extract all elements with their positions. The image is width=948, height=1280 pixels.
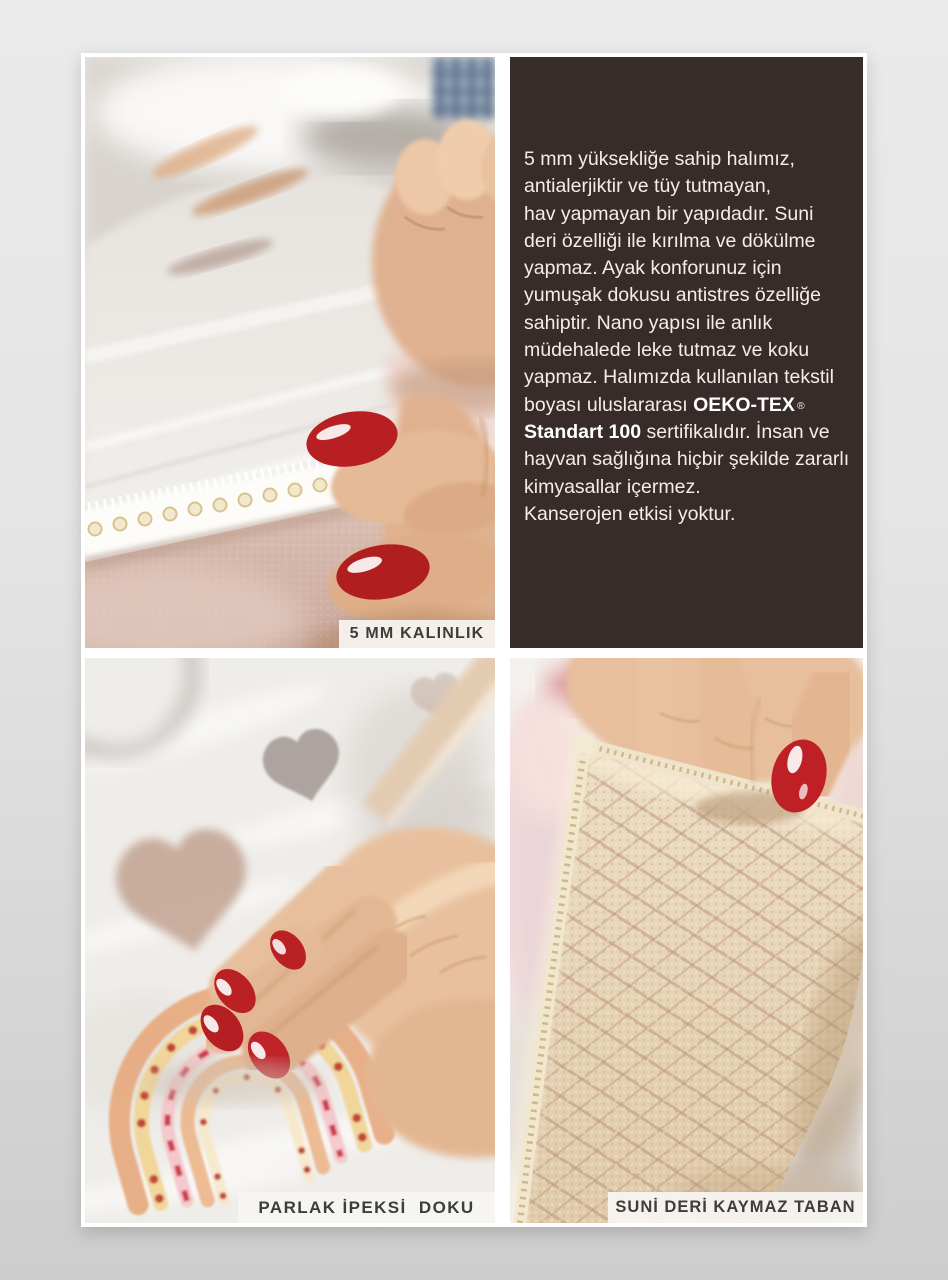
rug-thickness-photo [85, 57, 495, 648]
plaid-fabric [432, 57, 495, 119]
info-paragraph-line: yapmaz. Ayak konforunuz için [524, 257, 782, 280]
info-panel [510, 57, 863, 648]
info-paragraph-line: yumuşak dokusu antistres özelliğe [524, 284, 821, 307]
info-paragraph-line: hayvan sağlığına hiçbir şekilde zararlı [524, 448, 850, 471]
info-paragraph-line: Kanserojen etkisi yoktur. [524, 502, 736, 525]
thickness-caption: 5 MM KALINLIK [339, 620, 495, 648]
base-caption: SUNİ DERİ KAYMAZ TABAN [608, 1192, 863, 1223]
base-photo-panel [510, 658, 863, 1223]
non-slip-base-photo [510, 658, 863, 1223]
info-paragraph-line: sahiptir. Nano yapısı ile anlık [524, 311, 773, 334]
info-paragraph-line: boyası uluslararası OEKO-TEX ® [524, 393, 805, 416]
info-paragraph-line: Standart 100 sertifikalıdır. İnsan ve [524, 420, 830, 443]
info-paragraph-line: deri özelliği ile kırılma ve dökülme [524, 229, 816, 252]
texture-photo-panel [85, 658, 495, 1223]
info-paragraph-line: kimyasallar içermez. [524, 475, 701, 498]
texture-caption: PARLAK İPEKSİ DOKU [238, 1192, 495, 1223]
info-paragraph-line: hav yapmayan bir yapıdadır. Suni [524, 202, 814, 225]
silky-texture-photo [85, 658, 495, 1223]
info-paragraph-line: antialerjiktir ve tüy tutmayan, [524, 175, 772, 198]
info-paragraph-line: yapmaz. Halımızda kullanılan tekstil [524, 366, 834, 389]
info-paragraph [524, 146, 861, 528]
info-paragraph-line: 5 mm yüksekliğe sahip halımız, [524, 148, 795, 170]
info-paragraph-line: müdehalede leke tutmaz ve koku [524, 339, 810, 362]
thickness-photo-panel [85, 57, 495, 648]
product-detail-collage [81, 53, 867, 1227]
